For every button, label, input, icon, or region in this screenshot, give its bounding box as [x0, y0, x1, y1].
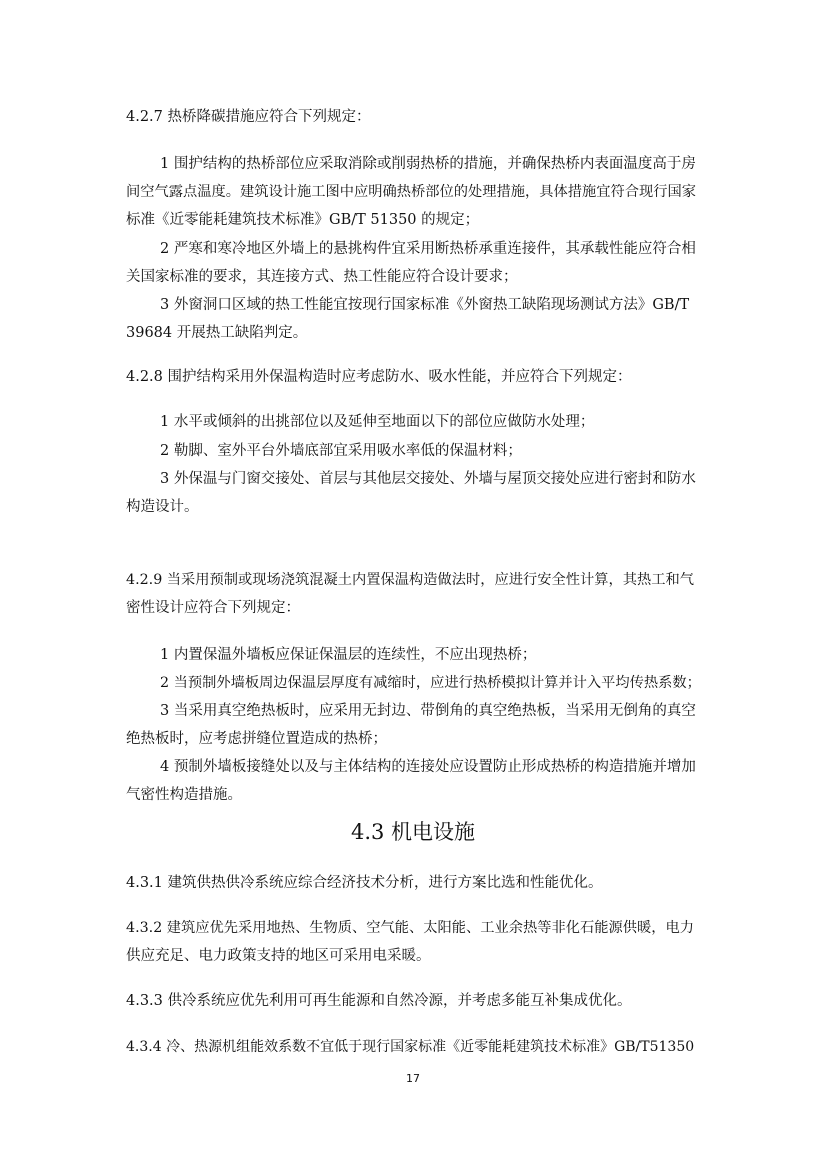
text-line: 4 预制外墙板接缝处以及与主体结构的连接处应设置防止形成热桥的构造措施并增加 — [160, 759, 696, 775]
clause-4-3-4: 4.3.4 冷、热源机组能效系数不宜低于现行国家标准《近零能耗建筑技术标准》GB/T51350 — [126, 1039, 695, 1055]
text-line: 供应充足、电力政策支持的地区可采用电采暖。 — [126, 948, 431, 964]
text-line: 1 围护结构的热桥部位应采取消除或削弱热桥的措施，并确保热桥内表面温度高于房 — [160, 156, 696, 172]
text-line: 关国家标准的要求，其连接方式、热工性能应符合设计要求； — [126, 269, 518, 285]
page-number: 17 — [406, 1072, 420, 1085]
text-line: 2 严寒和寒冷地区外墙上的悬挑构件宜采用断热桥承重连接件，其承载性能应符合相 — [160, 241, 696, 257]
text-line: 1 水平或倾斜的出挑部位以及延伸至地面以下的部位应做防水处理； — [160, 414, 595, 430]
text-line: 39684 开展热工缺陷判定。 — [126, 325, 308, 341]
text-line: 3 外保温与门窗交接处、首层与其他层交接处、外墙与屋顶交接处应进行密封和防水 — [160, 471, 696, 487]
text-line: 构造设计。 — [126, 499, 199, 515]
text-line: 气密性构造措施。 — [126, 787, 242, 803]
clause-4-2-8: 4.2.8 围护结构采用外保温构造时应考虑防水、吸水性能，并应符合下列规定： — [126, 369, 632, 385]
clause-4-2-7: 4.2.7 热桥降碳措施应符合下列规定： — [126, 109, 371, 125]
text-line: 1 内置保温外墙板应保证保温层的连续性，不应出现热桥； — [160, 647, 537, 663]
text-line: 标准《近零能耗建筑技术标准》GB/T 51350 的规定； — [126, 212, 480, 228]
text-line: 2 勒脚、室外平台外墙底部宜采用吸水率低的保温材料； — [160, 443, 522, 459]
clause-4-2-9: 4.2.9 当采用预制或现场浇筑混凝土内置保温构造做法时，应进行安全性计算，其热工和气 — [126, 572, 695, 588]
clause-4-3-1: 4.3.1 建筑供热供冷系统应综合经济技术分析，进行方案比选和性能优化。 — [126, 875, 603, 891]
text-line: 3 当采用真空绝热板时，应采用无封边、带倒角的真空绝热板，当采用无倒角的真空 — [160, 703, 696, 719]
text-line: 密性设计应符合下列规定： — [126, 600, 300, 616]
clause-4-3-2: 4.3.2 建筑应优先采用地热、生物质、空气能、太阳能、工业余热等非化石能源供暖，电力 — [126, 920, 695, 936]
section-heading: 4.3 机电设施 — [350, 820, 476, 844]
text-line: 2 当预制外墙板周边保温层厚度有减缩时，应进行热桥模拟计算并计入平均传热系数； — [160, 675, 701, 691]
text-line: 3 外窗洞口区域的热工性能宜按现行国家标准《外窗热工缺陷现场测试方法》GB/T — [160, 297, 690, 313]
text-line: 间空气露点温度。建筑设计施工图中应明确热桥部位的处理措施，具体措施宜符合现行国家 — [126, 184, 697, 200]
text-line: 绝热板时，应考虑拼缝位置造成的热桥； — [126, 731, 387, 747]
clause-4-3-3: 4.3.3 供冷系统应优先利用可再生能源和自然冷源，并考虑多能互补集成优化。 — [126, 993, 632, 1009]
